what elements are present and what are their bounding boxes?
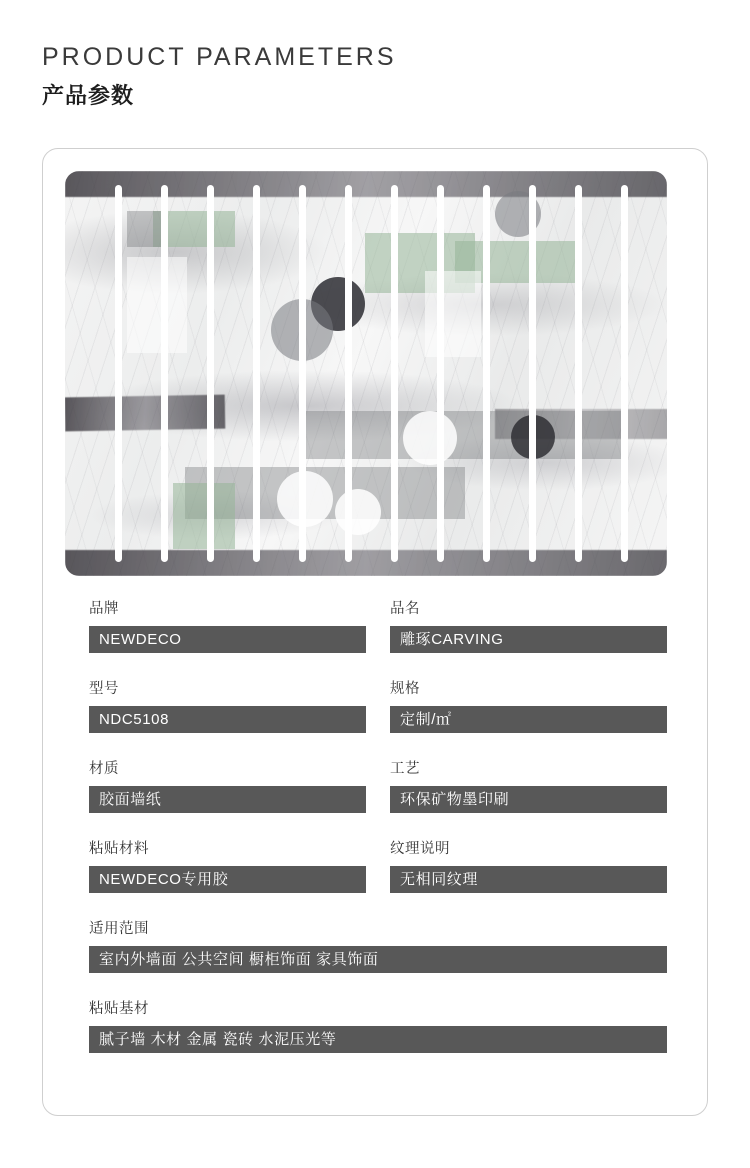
spec-label: 工艺 [390,761,420,777]
spec-cell-texture-note [390,837,667,893]
spec-cell-specification [390,677,667,733]
spec-cell-adhesive [89,837,366,893]
overlay-rect-light-2 [425,271,481,357]
overlay-rect-light-1 [127,257,187,353]
spec-cell-craft [390,757,667,813]
spec-cell-product-name [390,597,667,653]
spec-row [89,597,667,653]
overlay-rect-gray-1 [127,211,167,247]
overlay-circle-mid-2 [495,191,541,237]
product-image [65,171,667,576]
overlay-circle-light-2 [277,471,333,527]
spec-label: 粘贴材料 [89,841,149,857]
overlay-rect-gray-2 [303,411,623,459]
marble-band-bottom [65,550,667,576]
spec-label: 型号 [89,681,119,697]
spec-row [89,997,667,1053]
spec-value: 室内外墙面 公共空间 橱柜饰面 家具饰面 [89,946,667,973]
spec-value: NEWDECO专用胶 [89,866,366,893]
spec-label: 纹理说明 [390,841,450,857]
spec-value: 雕琢CARVING [390,626,667,653]
overlay-circle-light-1 [403,411,457,465]
overlay-rect-green-4 [173,483,235,549]
spec-value: NDC5108 [89,706,366,733]
page-title-en: PRODUCT PARAMETERS [42,43,397,71]
spec-value: NEWDECO [89,626,366,653]
spec-value: 环保矿物墨印刷 [390,786,667,813]
spec-row [89,677,667,733]
spec-row [89,917,667,973]
spec-label: 品牌 [89,601,119,617]
spec-cell-brand [89,597,366,653]
overlay-circle-light-3 [335,489,381,535]
spec-label: 品名 [390,601,420,617]
spec-label: 材质 [89,761,119,777]
spec-label: 规格 [390,681,420,697]
overlay-circle-mid-1 [271,299,333,361]
spec-label: 适用范围 [89,921,149,937]
page-header [0,0,750,111]
spec-cell-substrates [89,997,667,1053]
spec-cell-model [89,677,366,733]
spec-value: 胶面墙纸 [89,786,366,813]
spec-value: 无相同纹理 [390,866,667,893]
marble-band-left [65,395,225,432]
spec-value: 定制/㎡ [390,706,667,733]
marble-band-top [65,171,667,197]
spec-cell-material [89,757,366,813]
spec-row [89,837,667,893]
product-parameters-card [42,148,708,1116]
spec-cell-applications [89,917,667,973]
spec-row [89,757,667,813]
spec-table [89,597,667,1077]
page-title-cn: 产品参数 [42,83,135,109]
overlay-circle-dark-2 [511,415,555,459]
spec-label: 粘贴基材 [89,1001,149,1017]
spec-value: 腻子墙 木材 金属 瓷砖 水泥压光等 [89,1026,667,1053]
